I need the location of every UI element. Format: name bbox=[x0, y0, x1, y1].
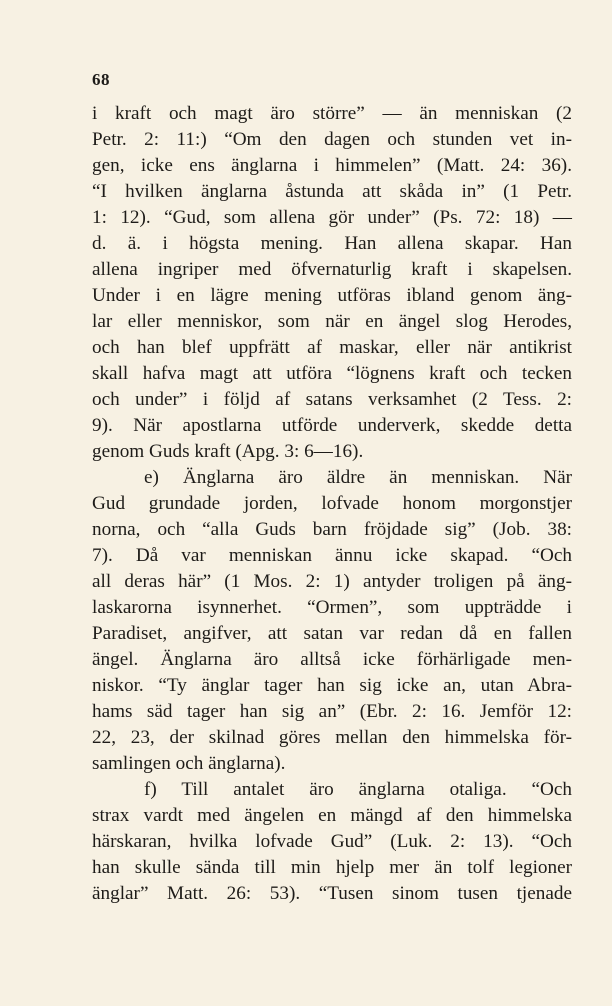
text-line: laskarorna isynnerhet. “Ormen”, som uppträdde i bbox=[92, 597, 572, 618]
text-line: 22, 23, der skilnad göres mellan den himmelska för- bbox=[92, 727, 572, 748]
text-line: 9). När apostlarna utförde underverk, skedde detta bbox=[92, 415, 572, 436]
text-line: Gud grundade jorden, lofvade honom morgonstjer bbox=[92, 493, 572, 514]
text-line: allena ingriper med öfvernaturlig kraft i skapelsen. bbox=[92, 259, 572, 280]
text-line: hams säd tager han sig an” (Ebr. 2: 16. Jemför 12: bbox=[92, 701, 572, 722]
text-line: skall hafva magt att utföra “lögnens kraft och tecken bbox=[92, 363, 572, 384]
text-line: strax vardt med ängelen en mängd af den himmelska bbox=[92, 805, 572, 826]
text-line: 1: 12). “Gud, som allena gör under” (Ps. 72: 18) — bbox=[92, 207, 572, 228]
text-line: samlingen och änglarna). bbox=[92, 753, 286, 774]
text-line: lar eller menniskor, som när en ängel slog Herodes, bbox=[92, 311, 572, 332]
text-line: ängel. Änglarna äro alltså icke förhärligade men- bbox=[92, 649, 572, 670]
text-line: härskaran, hvilka lofvade Gud” (Luk. 2: 13). “Och bbox=[92, 831, 572, 852]
text-line: Petr. 2: 11:) “Om den dagen och stunden vet in- bbox=[92, 129, 572, 150]
text-line: i kraft och magt äro större” — än menniskan (2 bbox=[92, 103, 572, 124]
text-line: genom Guds kraft (Apg. 3: 6—16). bbox=[92, 441, 364, 462]
text-line: “I hvilken änglarna åstunda att skåda in” (1 Petr. bbox=[92, 181, 572, 202]
text-line: 7). Då var menniskan ännu icke skapad. “Och bbox=[92, 545, 572, 566]
text-line: och under” i följd af satans verksamhet (2 Tess. 2: bbox=[92, 389, 572, 410]
text-line: all deras här” (1 Mos. 2: 1) antyder troligen på äng- bbox=[92, 571, 572, 592]
page-number: 68 bbox=[92, 70, 110, 89]
text-line: gen, icke ens änglarna i himmelen” (Matt. 24: 36). bbox=[92, 155, 572, 176]
text-line: änglar” Matt. 26: 53). “Tusen sinom tusen tjenade bbox=[92, 883, 572, 904]
text-line: och han blef uppfrätt af maskar, eller när antikrist bbox=[92, 337, 572, 358]
body-text bbox=[92, 101, 572, 907]
text-line: niskor. “Ty änglar tager han sig icke an, utan Abra- bbox=[92, 675, 572, 696]
text-line: Paradiset, angifver, att satan var redan då en fallen bbox=[92, 623, 572, 644]
text-line: e) Änglarna äro äldre än menniskan. När bbox=[144, 467, 572, 488]
text-line: d. ä. i högsta mening. Han allena skapar. Han bbox=[92, 233, 572, 254]
text-line: han skulle sända till min hjelp mer än tolf legioner bbox=[92, 857, 572, 878]
text-line: norna, och “alla Guds barn fröjdade sig” (Job. 38: bbox=[92, 519, 572, 540]
text-line: Under i en lägre mening utföras ibland genom äng- bbox=[92, 285, 572, 306]
text-line: f) Till antalet äro änglarna otaliga. “Och bbox=[144, 779, 572, 800]
